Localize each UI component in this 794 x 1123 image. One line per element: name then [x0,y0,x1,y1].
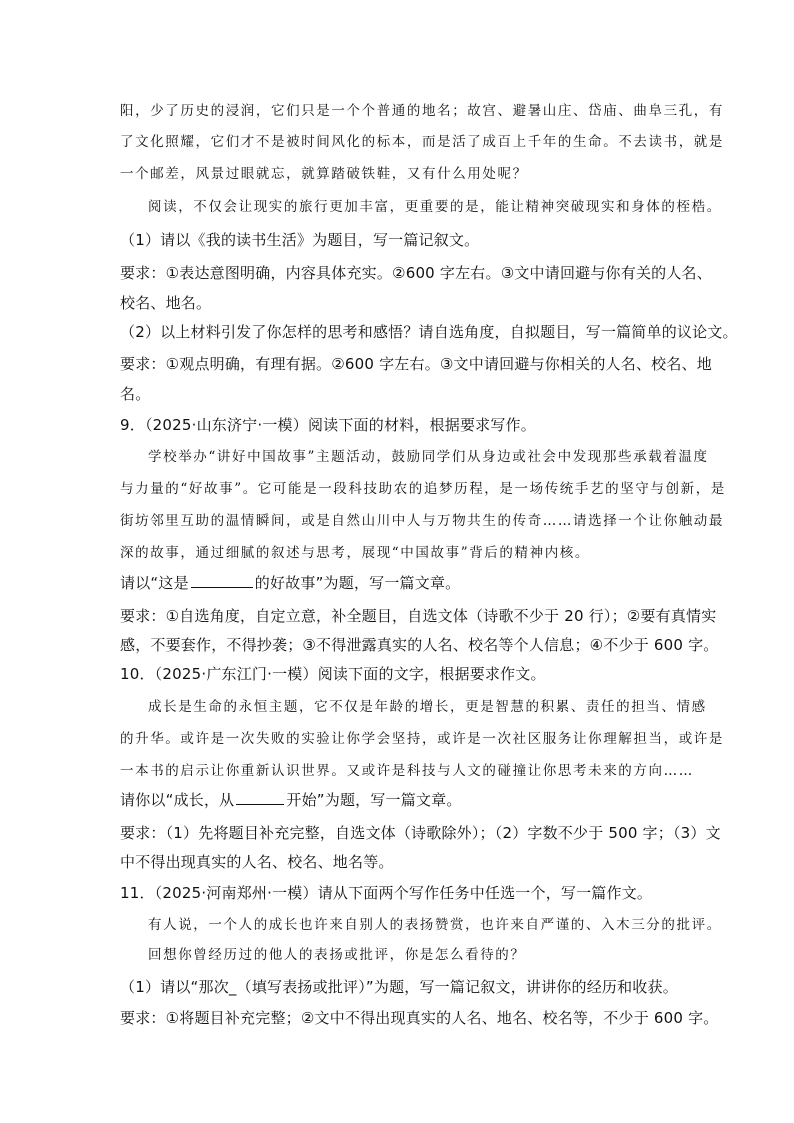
material-line: 阳，少了历史的浸润，它们只是一个个普通的地名；故宫、避暑山庄、岱庙、曲阜三孔，有 [120,103,724,119]
q9-requirement: 感，不要套作，不得抄袭；③不得泄露真实的人名、校名等个人信息；④不少于 600 字。 [120,636,719,654]
q9-title-prefix: 请以“这是 [120,574,189,592]
q8-requirement: 校名、地名。 [120,294,212,312]
q10-material-line: 一本书的启示让你重新认识世界。又或许是科技与人文的碰撞让你思考未来的方向…… [120,763,694,779]
q11-material-line: 回想你曾经历过的他人的表扬或批评，你是怎么看待的？ [148,947,526,963]
q8-requirement: 要求：①表达意图明确，内容具体充实。②600 字左右。③文中请回避与你有关的人名、 [120,264,712,282]
q9-material-line: 与力量的“好故事”。它可能是一段科技助农的追梦历程，是一场传统手艺的坚守与创新，是 [120,481,726,497]
q10-header: 10．（2025·广东江门·一模）阅读下面的文字，根据要求作文。 [120,665,546,683]
material-line: 阅读，不仅会让现实的旅行更加丰富，更重要的是，能让精神突破现实和身体的桎梏。 [148,199,722,215]
q11-task1: （1）请以“那次_（填写表扬或批评）”为题，写一篇记叙文，讲讲你的经历和收获。 [120,978,678,996]
fill-blank [236,790,284,805]
q9-title-prompt [120,572,460,594]
q10-title-prefix: 请你以“成长，从 [120,791,235,809]
material-line: 了文化照耀，它们才不是被时间风化的标本，而是活了成百上千年的生命。不去读书，就是 [120,134,724,150]
q8-requirement: 名。 [120,385,151,403]
q10-requirement: 中不得出现真实的人名、校名、地名等。 [120,853,394,871]
q10-title-suffix: 开始”为题，写一篇文章。 [286,791,462,809]
q8-requirement: 要求：①观点明确，有理有据。②600 字左右。③文中请回避与你相关的人名、校名、地 [120,355,712,373]
q9-header: 9．（2025·山东济宁·一模）阅读下面的材料，根据要求写作。 [120,416,536,434]
q8-task2: （2）以上材料引发了你怎样的思考和感悟？请自选角度，自拟题目，写一篇简单的议论文。 [120,323,738,341]
q9-material-line: 学校举办“讲好中国故事”主题活动，鼓励同学们从身边或社会中发现那些承载着温度 [148,449,709,465]
q11-material-line: 有人说，一个人的成长也许来自别人的表扬赞赏，也许来自严谨的、入木三分的批评。 [148,917,722,933]
fill-blank [191,573,253,588]
q9-material-line: 深的故事，通过细腻的叙述与思考，展现“中国故事”背后的精神内核。 [120,545,591,561]
q10-title-prompt [120,789,462,811]
q9-requirement: 要求：①自选角度，自定立意，补全题目，自选文体（诗歌不少于 20 行）；②要有真情实 [120,607,717,625]
q9-title-suffix: 的好故事”为题，写一篇文章。 [254,574,461,592]
q10-requirement: 要求：（1）先将题目补充完整，自选文体（诗歌除外）；（2）字数不少于 500 字；（3）文 [120,824,721,842]
q8-task1: （1）请以《我的读书生活》为题目，写一篇记叙文。 [120,231,480,249]
q11-requirement: 要求：①将题目补充完整；②文中不得出现真实的人名、地名、校名等，不少于 600 字。 [120,1009,719,1027]
q10-material-line: 成长是生命的永恒主题，它不仅是年龄的增长，更是智慧的积累、责任的担当、情感 [148,699,707,715]
q11-header: 11．（2025·河南郑州·一模）请从下面两个写作任务中任选一个，写一篇作文。 [120,884,653,902]
q10-material-line: 的升华。或许是一次失败的实验让你学会坚持，或许是一次社区服务让你理解担当，或许是 [120,731,724,747]
material-line: 一个邮差，风景过眼就忘，就算踏破铁鞋，又有什么用处呢？ [120,166,528,182]
q9-material-line: 街坊邻里互助的温情瞬间，或是自然山川中人与万物共生的传奇……请选择一个让你触动最 [120,513,724,529]
